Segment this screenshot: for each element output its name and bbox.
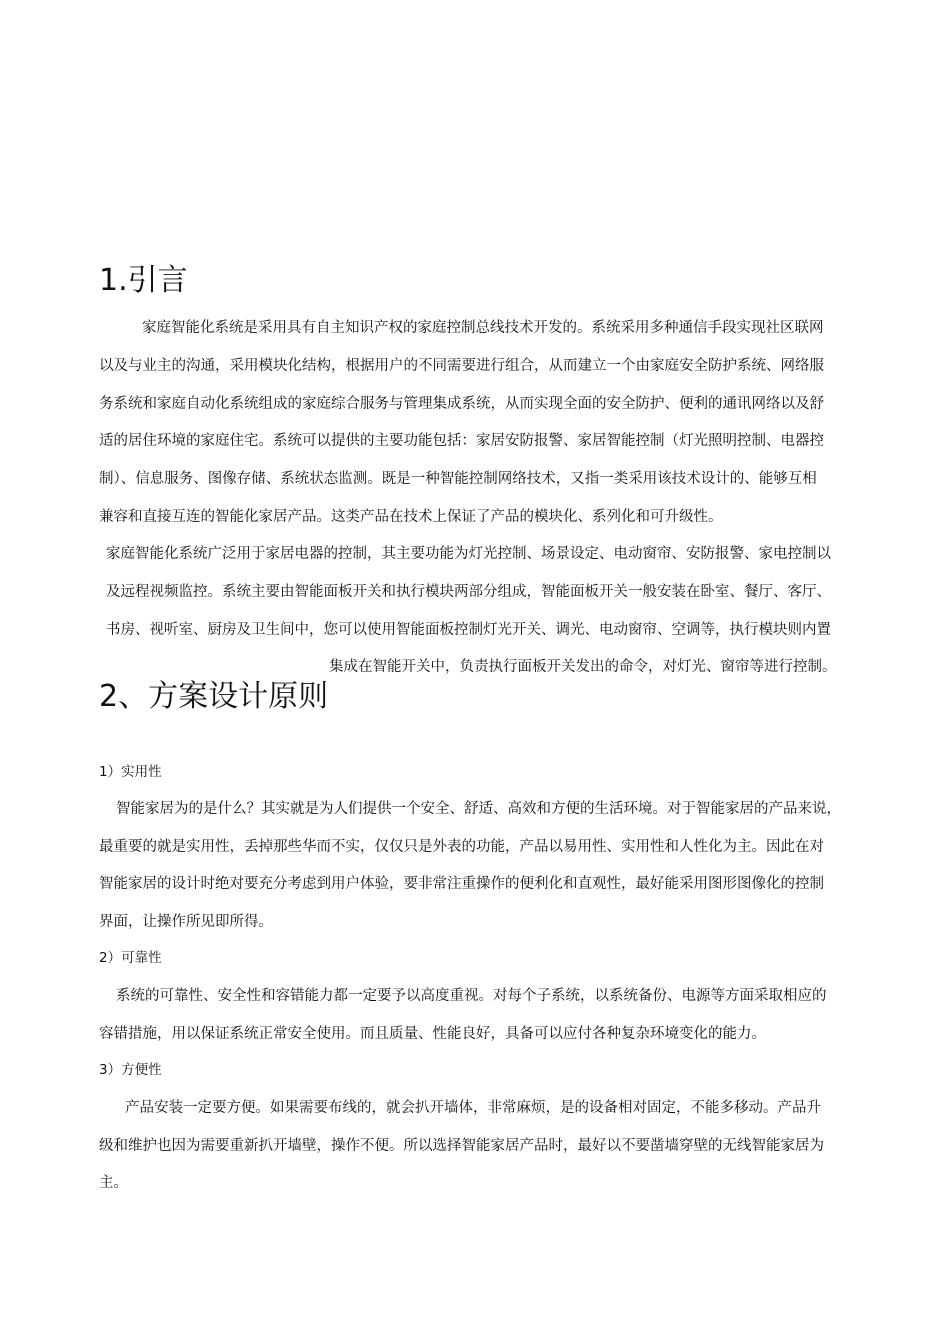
practicality-line: 智能家居的设计时绝对要充分考虑到用户体验，要非常注重操作的便利化和直观性，最好能采用图形图像化的控制 — [99, 876, 824, 892]
convenience-line: 产品安装一定要方便。如果需要布线的，就会扒开墙体，非常麻烦，是的设备相对固定，不能多移动。产品升 — [125, 1100, 821, 1116]
section-1-para-1-line: 制）、信息服务、图像存储、系统状态监测。既是一种智能控制网络技术，又指一类采用该技术设计的、能够互相 — [99, 471, 817, 487]
section-2-heading: 2、方案设计原则 — [99, 679, 329, 714]
section-1-para-1-line: 适的居住环境的家庭住宅。系统可以提供的主要功能包括：家居安防报警、家居智能控制（灯光照明控制、电器控 — [99, 433, 824, 449]
section-1-para-2-line: 书房、视听室、厨房及卫生间中，您可以使用智能面板控制灯光开关、调光、电动窗帘、空调等，执行模块则内置 — [106, 622, 831, 638]
practicality-line: 界面，让操作所见即所得。 — [99, 914, 273, 930]
subsection-convenience-title: 3）方便性 — [99, 1062, 162, 1078]
reliability-line: 系统的可靠性、安全性和容错能力都一定要予以高度重视。对每个子系统，以系统备份、电源等方面采取相应的 — [116, 988, 827, 1004]
convenience-line: 级和维护也因为需要重新扒开墙壁，操作不便。所以选择智能家居产品时，最好以不要凿墙穿壁的无线智能家居为 — [99, 1138, 824, 1154]
subsection-reliability-title: 2）可靠性 — [99, 950, 162, 966]
section-1-para-1-line: 务系统和家庭自动化系统组成的家庭综合服务与管理集成系统，从而实现全面的安全防护、便利的通讯网络以及舒 — [99, 396, 824, 412]
section-1-heading: 1.引言 — [99, 263, 188, 298]
section-1-para-2-line: 及远程视频监控。系统主要由智能面板开关和执行模块两部分组成，智能面板开关一般安装在卧室、餐厅、客厅、 — [106, 584, 831, 600]
practicality-line: 智能家居为的是什么？其实就是为人们提供一个安全、舒适、高效和方便的生活环境。对于智能家居的产品来说， — [116, 801, 841, 817]
reliability-line: 容错措施，用以保证系统正常安全使用。而且质量、性能良好，具备可以应付各种复杂环境变化的能力。 — [99, 1026, 766, 1042]
section-1-para-2-line: 家庭智能化系统广泛用于家居电器的控制，其主要功能为灯光控制、场景设定、电动窗帘、安防报警、家电控制以 — [106, 546, 831, 562]
convenience-line: 主。 — [99, 1175, 128, 1191]
subsection-practicality-title: 1）实用性 — [99, 764, 162, 780]
section-1-para-1-line: 兼容和直接互连的智能化家居产品。这类产品在技术上保证了产品的模块化、系列化和可升级性。 — [99, 509, 723, 525]
practicality-line: 最重要的就是实用性，丢掉那些华而不实，仅仅只是外表的功能，产品以易用性、实用性和人性化为主。因此在对 — [99, 839, 824, 855]
section-1-para-1-line: 以及与业主的沟通，采用模块化结构，根据用户的不同需要进行组合，从而建立一个由家庭安全防护系统、网络服 — [99, 358, 824, 374]
section-1-para-1-line: 家庭智能化系统是采用具有自主知识产权的家庭控制总线技术开发的。系统采用多种通信手段实现社区联网 — [142, 320, 824, 336]
section-1-para-2-line: 集成在智能开关中，负责执行面板开关发出的命令，对灯光、窗帘等进行控制。 — [329, 659, 837, 675]
